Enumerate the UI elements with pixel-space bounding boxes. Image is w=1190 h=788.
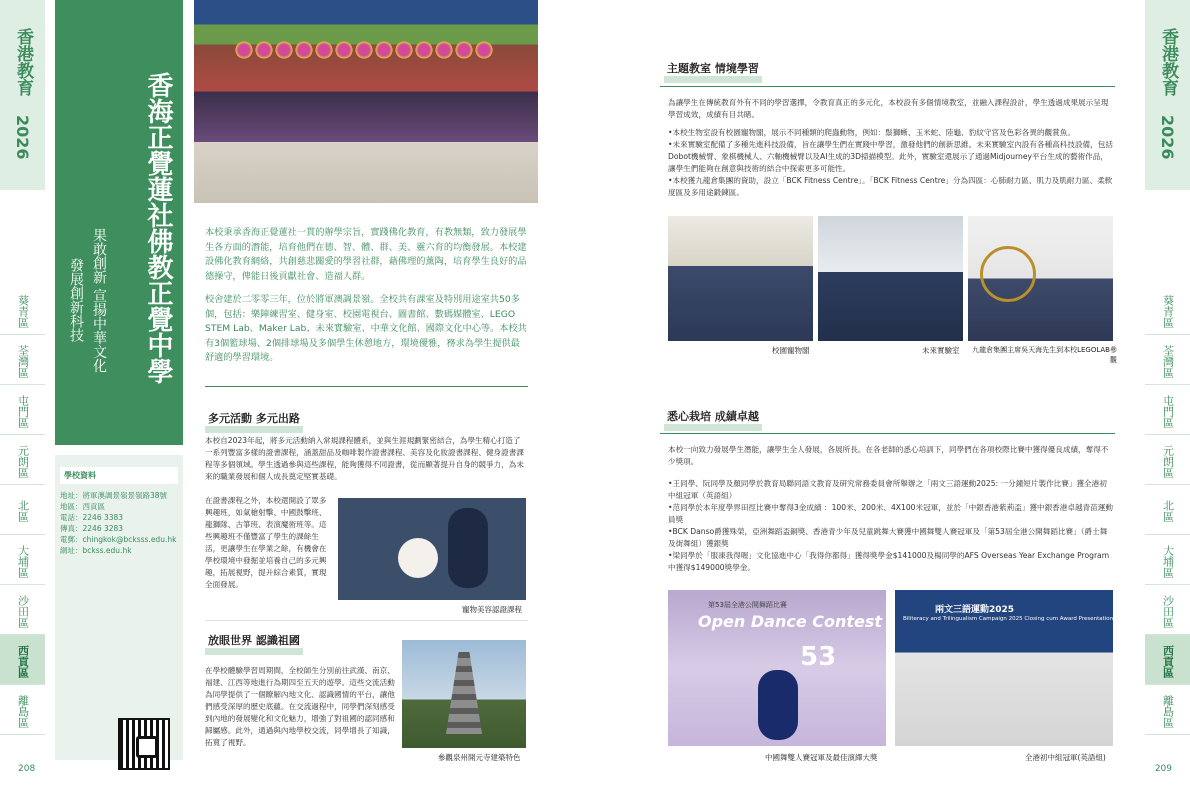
side-year: 2026 bbox=[1158, 114, 1177, 160]
district-tab-label: 元朗區 bbox=[16, 444, 30, 478]
photo-caption: 參觀泉州開元寺建築特色 bbox=[438, 753, 521, 762]
side-header bbox=[0, 0, 45, 190]
district-tab-label: 北區 bbox=[16, 500, 30, 522]
photo-caption: 中國舞雙人賽冠軍及最佳演繹大獎 bbox=[765, 753, 878, 762]
section-paragraph: 本校一向致力發展學生潛能，讓學生全人發展，各展所長。在各老師的悉心培訓下，同學們在各項校際比賽中獲得優良成績，奪得不少獎項。 bbox=[668, 445, 1109, 466]
district-tab[interactable] bbox=[0, 485, 45, 535]
district-tab[interactable] bbox=[1145, 485, 1190, 535]
award-banner-en: Biliteracy and Trilingualism Campaign 2025 Closing cum Award Presentation Ceremony bbox=[903, 616, 1144, 622]
info-district: 地區：西貢區 bbox=[60, 502, 105, 511]
district-tab-label: 沙田區 bbox=[16, 594, 30, 628]
district-tab[interactable] bbox=[1145, 435, 1190, 485]
bullet-item: •未來實驗室配備了多種先進科技設備，旨在讓學生們在實踐中學習，激發他們的創新思維。未來實驗室內設有各種高科技設備，包括Dobot機械臂、象棋機械人、六軸機械臂以及AI生成的3D掃描模型。此外，實驗室還展示了通過Midjourney平台生成的藝術作品，讓學生們能夠在創意與技術的結合中探索更多可能性。 bbox=[668, 140, 1113, 173]
photo-caption: 寵物美容認證課程 bbox=[462, 605, 522, 614]
section-text bbox=[668, 97, 1114, 205]
motto-line-2: 發展創新科技 bbox=[68, 258, 84, 342]
district-tab-label: 葵青區 bbox=[1161, 294, 1175, 328]
award-banner-cn: 兩文三語運動2025 bbox=[935, 605, 1015, 615]
district-tab[interactable] bbox=[0, 535, 45, 585]
section-paragraph: 為讓學生在傳統教育外有不同的學習選擇，令教育真正的多元化，本校設有多個情境教室，並融入課程設計，學生透過成果展示呈現學習成效，成績有目共睹。 bbox=[668, 98, 1109, 119]
bullet-item: •本校獲九龍倉集團的資助，設立「BCK Fitness Centre」。「BCK Fitness Centre」分為四區：心肺耐力區、肌力及肌耐力區、柔軟度區及多用途鍛鍊區。 bbox=[668, 176, 1113, 197]
side-header bbox=[1145, 0, 1190, 190]
photo-caption: 九龍倉集團主席吳天海先生到本校LEGOLAB參觀 bbox=[972, 346, 1117, 364]
side-label: 香港教育 bbox=[1158, 28, 1178, 96]
district-tab[interactable] bbox=[0, 435, 45, 485]
info-fax: 傳真：2246 3283 bbox=[60, 524, 124, 533]
district-tab[interactable] bbox=[1145, 685, 1190, 735]
section-paragraph: 在證書課程之外，本校還開設了眾多興趣班，如氣槍射擊、中國鼓擊班、龍獅隊、古箏班、表演魔術班等。這些興趣班不僅豐富了學生的課餘生活，更讓學生在學業之餘，有機會在學校環境中發掘並培養自己的多元興趣，拓展視野，提升綜合素質，實現全面發展。 bbox=[205, 496, 327, 589]
district-tab-label: 離島區 bbox=[16, 694, 30, 728]
info-title: 學校資料 bbox=[60, 467, 178, 484]
district-tabs bbox=[1145, 285, 1190, 735]
section-heading: 悉心栽培 成績卓越 bbox=[664, 410, 762, 431]
district-tab[interactable] bbox=[0, 585, 45, 635]
district-tab-label: 沙田區 bbox=[1161, 594, 1175, 628]
district-tab[interactable] bbox=[0, 335, 45, 385]
section-paragraph: 在學校體驗學習周期間，全校師生分別前往武漢、南京、福建、江西等地進行為期四至五天的遊學。這些交流活動為同學提供了一個瞭解內地文化、認識國情的平台，讓他們感受深厚的歷史底蘊。在交流過程中，同學們深刻感受到內地的發展變化和文化魅力，增強了對祖國的認同感和歸屬感。此外，通過與內地學校交流，同學增長了知識，拓寬了視野。 bbox=[205, 666, 395, 747]
district-tab-label: 大埔區 bbox=[1161, 544, 1175, 578]
motto-line-1: 果敢創新 宣揚中華文化 bbox=[91, 227, 107, 373]
side-year: 2026 bbox=[13, 114, 32, 160]
divider bbox=[205, 620, 528, 621]
district-tab-label: 西貢區 bbox=[1161, 644, 1175, 678]
district-tab[interactable] bbox=[1145, 635, 1190, 685]
photo-caption: 全港初中組冠軍(英語組) bbox=[1025, 753, 1106, 762]
dance-banner-large: Open Dance Contest bbox=[698, 612, 883, 631]
intro-paragraph-1: 本校秉承香海正覺蓮社一貫的辦學宗旨，實踐佛化教育，有教無類，致力發展學生各方面的潛能，培育他們在德、智、體、群、美、靈六育的均衡發展。本校建設佛化教育網絡，共創慈悲關愛的學習社群，藉佛理的薰陶，培育學生良好的品德操守，俾能日後貢獻社會、造福人群。 bbox=[205, 227, 527, 282]
district-tab-label: 北區 bbox=[1161, 500, 1175, 522]
right-side-strip bbox=[1145, 0, 1190, 788]
dance-banner-number: 53 bbox=[800, 642, 837, 672]
group-photo bbox=[194, 0, 538, 203]
bullet-item: •梁同學於「服凍我得喔」文化協進中心「我得你都得」獲得獎學金$141000及楊同學的AFS Overseas Year Exchange Program中獲得$149000獎學金。 bbox=[668, 551, 1110, 572]
district-tab-label: 離島區 bbox=[1161, 694, 1175, 728]
intro-paragraph-2: 校舍建於二零零三年，位於將軍澳調景嶺。全校共有課室及特別用途室共50多個，包括：樂陣練習室、健身室、校園電視台、圖書館、數碼媒體室、LEGO STEM Lab、Maker Lab、未來實驗室、中華文化館、國際文化中心等。本校共有3個籃球場、2個排球場及多個學生休憩地方，環境優雅，務求為學生提供最舒適的學習環境。 bbox=[205, 294, 527, 363]
divider bbox=[660, 86, 1115, 87]
divider bbox=[205, 386, 528, 387]
page-number-right: 209 bbox=[1154, 764, 1172, 774]
qr-code[interactable] bbox=[118, 718, 170, 770]
district-tab[interactable] bbox=[1145, 285, 1190, 335]
page-number-left: 208 bbox=[18, 764, 36, 774]
school-info-box bbox=[55, 455, 183, 760]
district-tab-label: 荃灣區 bbox=[1161, 344, 1175, 378]
dance-banner-small: 第53屆全港公開舞蹈比賽 bbox=[708, 601, 787, 609]
district-tabs bbox=[0, 285, 45, 735]
district-tab[interactable] bbox=[0, 385, 45, 435]
district-tab[interactable] bbox=[0, 285, 45, 335]
district-tab[interactable] bbox=[0, 685, 45, 735]
district-tab-label: 屯門區 bbox=[16, 394, 30, 428]
pet-room-photo bbox=[668, 216, 813, 341]
section-heading: 主題教室 情境學習 bbox=[664, 62, 762, 83]
award-ceremony-photo bbox=[895, 590, 1144, 746]
school-title: 香海正覺蓮社佛教正覺中學 bbox=[143, 72, 173, 384]
pagoda-photo bbox=[402, 640, 526, 748]
bullet-item: •BCK Danso爵獲殊榮，亞洲舞蹈盃銅獎、香港青少年及兒童跳舞大賽獲中國舞雙人賽冠軍及「第53屆全港公開舞蹈比賽」（爵士舞 及街舞組）獲銀獎 bbox=[668, 527, 1108, 548]
district-tab-label: 荃灣區 bbox=[16, 344, 30, 378]
info-email[interactable]: 電郵：chingkok@bcksss.edu.hk bbox=[60, 535, 177, 544]
info-address: 地址：將軍澳調景嶺景嶺路38號 bbox=[60, 491, 168, 500]
section-heading: 放眼世界 認識祖國 bbox=[205, 634, 303, 655]
info-website[interactable]: 網址：bckss.edu.hk bbox=[60, 546, 132, 555]
district-tab-label: 葵青區 bbox=[16, 294, 30, 328]
district-tab[interactable] bbox=[1145, 335, 1190, 385]
district-tab-label: 元朗區 bbox=[1161, 444, 1175, 478]
intro-text bbox=[205, 226, 528, 375]
bullet-item: •范同學於本年度學界田徑比賽中奪得3金成績 ：100米、200米、4X100米冠軍，並於「中銀香港紫荊盃」獲中銀香港卓越青苗運動員獎 bbox=[668, 503, 1113, 524]
section-paragraph: 本校自2023年起，將多元活動納入常規課程體系，並與生涯規劃緊密結合，為學生精心打造了一系列豐富多樣的證書課程，涵蓋甜品及咖啡製作證書課程、美容及化妝證書課程、健身證書課程等多個領域。學生透過參與這些課程，能夠獲得不同證書，從而顯著提升自身的競爭力，為未來的職業發展和個人成長奠定堅實基礎。 bbox=[205, 436, 524, 481]
district-tab[interactable] bbox=[1145, 385, 1190, 435]
district-tab-label: 大埔區 bbox=[16, 544, 30, 578]
district-tab[interactable] bbox=[1145, 585, 1190, 635]
divider bbox=[660, 433, 1115, 434]
left-side-strip bbox=[0, 0, 45, 788]
pet-grooming-photo bbox=[338, 498, 526, 600]
legolab-visit-photo bbox=[968, 216, 1113, 341]
future-lab-photo bbox=[818, 216, 963, 341]
district-tab-label: 屯門區 bbox=[1161, 394, 1175, 428]
district-tab[interactable] bbox=[0, 635, 45, 685]
district-tab-label: 西貢區 bbox=[16, 644, 30, 678]
side-label: 香港教育 bbox=[13, 28, 33, 96]
section-heading: 多元活動 多元出路 bbox=[205, 412, 303, 433]
photo-caption: 未來實驗室 bbox=[922, 346, 960, 355]
bullet-item: •王同學、阮同學及顏同學於教育局聯同語文教育及研究常務委員會所舉辦之「兩文三語運動2025: 一分鐘短片製作比賽」獲全港初中組冠軍（英語組） bbox=[668, 479, 1107, 500]
photo-caption: 校園寵物閣 bbox=[772, 346, 810, 355]
bullet-item: •本校生物室設有校園寵物閣，展示不同種類的爬蟲動物，例如：鬃獅蜥、玉米蛇、陸龜、豹紋守宮及色彩各異的觀賞魚。 bbox=[668, 128, 1075, 137]
info-phone: 電話：2246 3383 bbox=[60, 513, 124, 522]
district-tab[interactable] bbox=[1145, 535, 1190, 585]
section-text bbox=[668, 444, 1114, 580]
dance-contest-photo bbox=[668, 590, 886, 746]
